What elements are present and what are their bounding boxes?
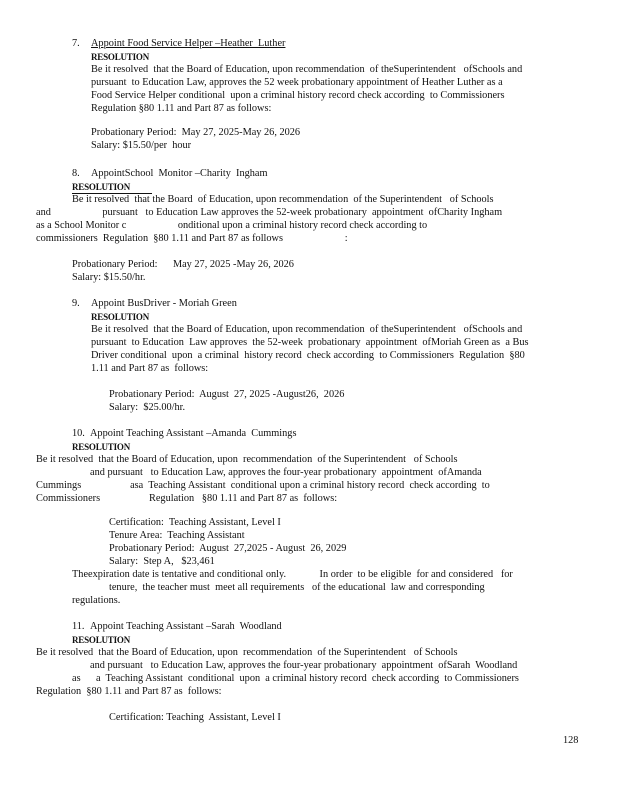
- body-line: Be it resolved that the Board of Education, upon recommendation of theSuperintendent ofSchools and: [91, 64, 523, 75]
- body-line: Commissioners Regulation §80 1.11 and Part 87 as follows:: [36, 493, 338, 504]
- resolution-label: RESOLUTION: [91, 52, 150, 62]
- item-number: 10.: [72, 428, 85, 439]
- body-line: Be it resolved that the Board of Education, upon recommendation of theSuperintendent ofSchools and: [91, 324, 523, 335]
- body-line: pursuant to Education Law, approves the 52 week probationary appointment of Heather Luther as a: [91, 77, 503, 88]
- body-line: commissioners Regulation §80 1.11 and Part 87 as follows :: [36, 233, 348, 244]
- body-line: 1.11 and Part 87 as follows:: [91, 363, 209, 374]
- certification: Certification: Teaching Assistant, Level I: [109, 517, 281, 528]
- body-line: and pursuant to Education Law approves the 52-week probationary appointment ofCharity Ingham: [36, 207, 503, 218]
- body-line: Regulation §80 1.11 and Part 87 as follows:: [91, 103, 272, 114]
- item-title: AppointSchool Monitor –Charity Ingham: [91, 168, 268, 179]
- tenure-area: Tenure Area: Teaching Assistant: [109, 530, 245, 541]
- item-number: 7.: [72, 38, 80, 49]
- item-number: 8.: [72, 168, 80, 179]
- body-line: Food Service Helper conditional upon a criminal history record check according to Commissioners: [91, 90, 505, 101]
- salary: Salary: $25.00/hr.: [109, 402, 186, 413]
- certification: Certification: Teaching Assistant, Level I: [109, 712, 281, 723]
- body-line: Cummings asa Teaching Assistant conditional upon a criminal history record check according to: [36, 480, 490, 491]
- item-number: 9.: [72, 298, 80, 309]
- resolution-label: RESOLUTION: [72, 635, 131, 645]
- body-line: Regulation §80 1.11 and Part 87 as follows:: [36, 686, 222, 697]
- body-line: Be it resolved that the Board of Education, upon recommendation of the Superintendent of Schools: [36, 647, 458, 658]
- salary: Salary: $15.50/hr.: [72, 272, 146, 283]
- note-line: regulations.: [72, 595, 121, 606]
- salary: Salary: Step A, $23,461: [109, 556, 215, 567]
- body-line: Be it resolved that the Board of Education, upon recommendation of the Superintendent of Schools: [72, 194, 494, 205]
- item-number: 11.: [72, 621, 85, 632]
- body-line: Driver conditional upon a criminal history record check according to Commissioners Regulation §80: [91, 350, 525, 361]
- item-title: Appoint BusDriver - Moriah Green: [91, 298, 237, 309]
- probationary-period: Probationary Period: May 27, 2025 -May 26, 2026: [72, 259, 294, 270]
- resolution-label: RESOLUTION: [72, 181, 152, 194]
- item-title: Appoint Teaching Assistant –Sarah Woodland: [90, 621, 282, 632]
- body-line: as a School Monitor c onditional upon a criminal history record check according to: [36, 220, 428, 231]
- item-title: Appoint Teaching Assistant –Amanda Cummings: [90, 428, 297, 439]
- body-line: and pursuant to Education Law, approves the four-year probationary appointment ofAmanda: [90, 467, 482, 478]
- resolution-label: RESOLUTION: [91, 312, 150, 322]
- note-line: Theexpiration date is tentative and conditional only. In order to be eligible for and considered for: [72, 569, 513, 580]
- probationary-period: Probationary Period: May 27, 2025-May 26, 2026: [91, 127, 301, 138]
- body-line: Be it resolved that the Board of Education, upon recommendation of the Superintendent of Schools: [36, 454, 458, 465]
- body-line: as a Teaching Assistant conditional upon a criminal history record check according to Commissioners: [72, 673, 519, 684]
- body-line: and pursuant to Education Law, approves the four-year probationary appointment ofSarah Woodland: [90, 660, 518, 671]
- body-line: pursuant to Education Law approves the 52-week probationary appointment ofMoriah Green as a Bus: [91, 337, 529, 348]
- salary: Salary: $15.50/per hour: [91, 140, 192, 151]
- probationary-period: Probationary Period: August 27,2025 - August 26, 2029: [109, 543, 347, 554]
- probationary-period: Probationary Period: August 27, 2025 -August26, 2026: [109, 389, 345, 400]
- resolution-label: RESOLUTION: [72, 442, 131, 452]
- item-title: Appoint Food Service Helper –Heather Luther: [91, 38, 286, 49]
- page-number: 128: [563, 735, 579, 746]
- note-line: tenure, the teacher must meet all requirements of the educational law and corresponding: [109, 582, 485, 593]
